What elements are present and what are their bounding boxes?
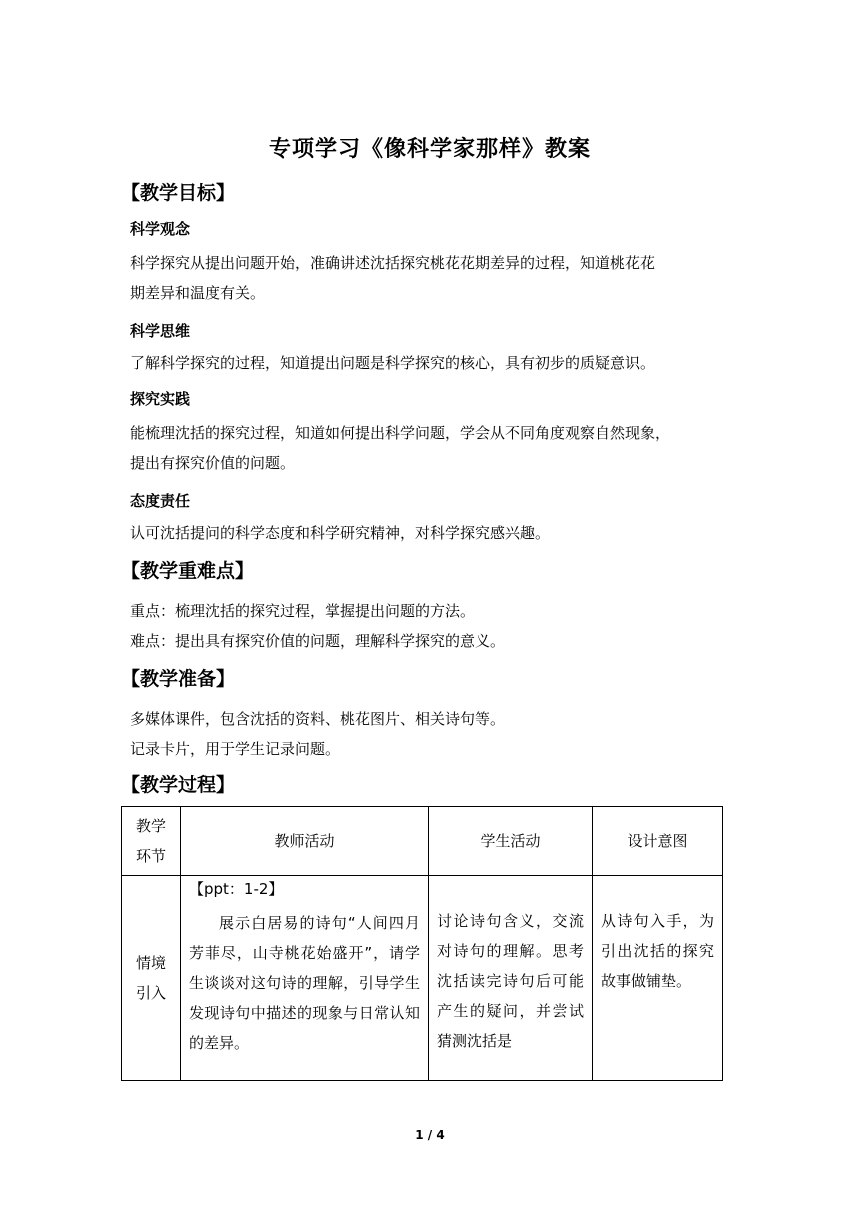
preparation-line: 记录卡片，用于学生记录问题。 [130,740,341,758]
text-line: 期差异和温度有关。 [130,284,266,302]
keypoints-text [130,596,732,656]
table-row [122,876,723,1081]
keypoint-line: 重点：梳理沈括的探究过程，掌握提出问题的方法。 [130,602,476,620]
document-title: 专项学习《像科学家那样》教案 [268,137,591,162]
keypoint-line: 难点：提出具有探究价值的问题，理解科学探究的意义。 [130,632,506,650]
ppt-tag: 【ppt：1-2】 [189,880,284,898]
header-student: 学生活动 [429,807,593,876]
section-heading-objectives: 【教学目标】 [121,182,236,204]
process-table [121,806,723,1081]
objective-text-practice [130,418,732,478]
row-teacher-activity [181,876,429,1081]
header-stage-line: 教学 [135,817,166,835]
preparation-line: 多媒体课件，包含沈括的资料、桃花图片、相关诗句等。 [130,710,506,728]
section-heading-process: 【教学过程】 [121,774,236,796]
header-stage-line: 环节 [135,847,166,865]
row-stage-line: 引入 [135,984,166,1002]
design-intent-text: 从诗句入手，为引出沈括的探究故事做铺垫。 [601,912,714,990]
objective-text-concept [130,248,732,308]
row-stage [122,876,181,1081]
header-teacher: 教师活动 [181,807,429,876]
objective-text-attitude [130,518,732,548]
objective-heading-attitude: 态度责任 [130,492,191,510]
text-line: 能梳理沈括的探究过程，知道如何提出科学问题，学会从不同角度观察自然现象， [130,424,671,442]
header-stage [122,807,181,876]
table-header-row [122,807,723,876]
text-line: 提出有探究价值的问题。 [130,454,296,472]
row-stage-line: 情境 [135,954,166,972]
row-student-activity [429,876,593,1081]
text-line: 了解科学探究的过程，知道提出问题是科学探究的核心，具有初步的质疑意识。 [130,354,656,372]
text-line: 认可沈括提问的科学态度和科学研究精神，对科学探究感兴趣。 [130,524,551,542]
section-heading-keypoints: 【教学重难点】 [121,560,255,582]
objective-text-thinking [130,348,732,378]
student-activity-text: 讨论诗句含义，交流对诗句的理解。思考沈括读完诗句后可能产生的疑问，并尝试猜测沈括是 [437,912,584,1050]
objective-heading-concept: 科学观念 [130,220,191,238]
page-number: 1 / 4 [415,1128,445,1142]
section-heading-preparation: 【教学准备】 [121,668,236,690]
preparation-text [130,704,732,764]
objective-heading-practice: 探究实践 [130,390,191,408]
row-design-intent [593,876,723,1081]
objective-heading-thinking: 科学思维 [130,322,191,340]
text-line: 科学探究从提出问题开始，准确讲述沈括探究桃花花期差异的过程，知道桃花花 [130,254,656,272]
header-intent: 设计意图 [593,807,723,876]
teacher-activity-text: 展示白居易的诗句“人间四月芳菲尽，山寺桃花始盛开”，请学生谈谈对这句诗的理解，引导学生发现诗句中描述的现象与日常认知的差异。 [189,914,420,1052]
